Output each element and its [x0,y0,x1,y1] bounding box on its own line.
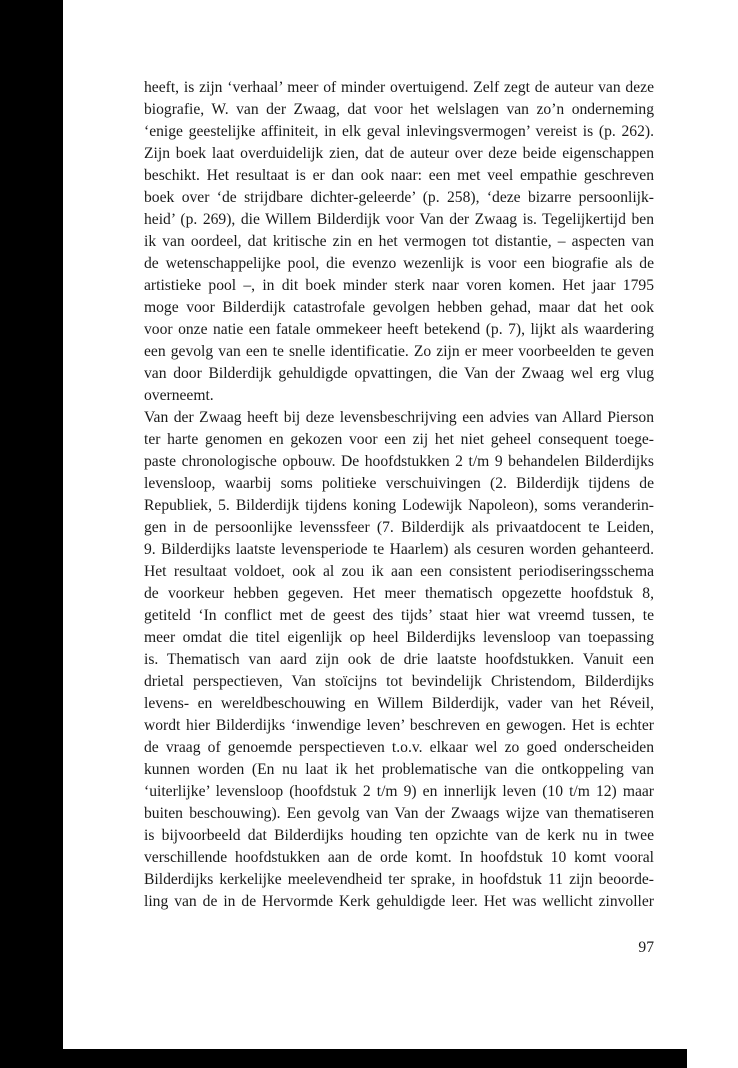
text-line: Het resultaat voldoet, ook al zou ik aan een consistent periodiseringsschema [144,563,654,580]
text-line: ling van de in de Hervormde Kerk gehuldigde leer. Het was wellicht zinvoller [144,893,654,910]
text-line: de wetenschappelijke pool, die evenzo wezenlijk is voor een biografie als de [144,255,654,272]
text-line: Zijn boek laat overduidelijk zien, dat de auteur over deze beide eigenschappen [144,145,654,162]
text-line: ‘uiterlijke’ levensloop (hoofdstuk 2 t/m 9) en innerlijk leven (10 t/m 12) maar [144,783,654,800]
scan-bottom-border [63,1049,687,1068]
text-line: Van der Zwaag heeft bij deze levensbeschrijving een advies van Allard Pierson [144,409,654,426]
text-line: boek over ‘de strijdbare dichter-geleerde’ (p. 258), ‘deze bizarre persoonlijk- [144,189,654,206]
text-line: biografie, W. van der Zwaag, dat voor het welslagen van zo’n onderneming [144,101,654,118]
text-line: een gevolg van een te snelle identificatie. Zo zijn er meer voorbeelden te geven [144,343,654,360]
text-line: Bilderdijks kerkelijke meelevendheid ter sprake, in hoofdstuk 11 zijn beoorde- [144,871,654,888]
text-line: 9. Bilderdijks laatste levensperiode te Haarlem) als cesuren worden gehanteerd. [144,541,654,558]
page-number: 97 [638,939,654,956]
text-line: drietal perspectieven, Van stoïcijns tot bevindelijk Christendom, Bilderdijks [144,673,654,690]
text-line: heeft, is zijn ‘verhaal’ meer of minder overtuigend. Zelf zegt de auteur van deze [144,79,654,96]
text-line: is. Thematisch van aard zijn ook de drie laatste hoofdstukken. Vanuit een [144,651,654,668]
text-line: kunnen worden (En nu laat ik het problematische van die ontkoppeling van [144,761,654,778]
text-line: heid’ (p. 269), die Willem Bilderdijk voor Van der Zwaag is. Tegelijkertijd ben [144,211,654,228]
text-line: voor onze natie een fatale ommekeer heeft betekend (p. 7), lijkt als waardering [144,321,654,338]
text-line: levensloop, waarbij soms politieke verschuivingen (2. Bilderdijk tijdens de [144,475,654,492]
text-line: ik van oordeel, dat kritische zin en het vermogen tot distantie, – aspecten van [144,233,654,250]
text-line: is bijvoorbeeld dat Bilderdijks houding ten opzichte van de kerk nu in twee [144,827,654,844]
text-line: buiten beschouwing). Een gevolg van Van der Zwaags wijze van thematiseren [144,805,654,822]
text-line: paste chronologische opbouw. De hoofdstukken 2 t/m 9 behandelen Bilderdijks [144,453,654,470]
text-line: gen in de persoonlijke levenssfeer (7. Bilderdijk als privaatdocent te Leiden, [144,519,654,536]
text-line: Republiek, 5. Bilderdijk tijdens koning Lodewijk Napoleon), soms veranderin- [144,497,654,514]
text-line: meer omdat die titel eigenlijk op heel Bilderdijks levensloop van toepassing [144,629,654,646]
text-line: artistieke pool –, in dit boek minder sterk naar voren komen. Het jaar 1795 [144,277,654,294]
text-line: wordt hier Bilderdijks ‘inwendige leven’ beschreven en gewogen. Het is echter [144,717,654,734]
text-line: verschillende hoofdstukken aan de orde komt. In hoofdstuk 10 komt vooral [144,849,654,866]
text-line: levens- en wereldbeschouwing en Willem Bilderdijk, vader van het Réveil, [144,695,654,712]
text-line: ‘enige geestelijke affiniteit, in elk geval inlevingsvermogen’ vereist is (p. 262). [144,123,654,140]
text-line: getiteld ‘In conflict met de geest des tijds’ staat hier wat vreemd tussen, te [144,607,654,624]
text-line: van door Bilderdijk gehuldigde opvattingen, die Van der Zwaag wel erg vlug [144,365,654,382]
text-line: moge voor Bilderdijk catastrofale gevolgen hebben gehad, maar dat het ook [144,299,654,316]
text-line: de vraag of genoemde perspectieven t.o.v. elkaar wel zo goed onderscheiden [144,739,654,756]
scan-left-border [0,0,63,1068]
text-line: ter harte genomen en gekozen voor een zij het niet geheel consequent toege- [144,431,654,448]
text-line: beschikt. Het resultaat is er dan ook naar: een met veel empathie geschreven [144,167,654,184]
text-line: overneemt. [144,387,214,404]
text-line: de voorkeur hebben gegeven. Het meer thematisch opgezette hoofdstuk 8, [144,585,654,602]
